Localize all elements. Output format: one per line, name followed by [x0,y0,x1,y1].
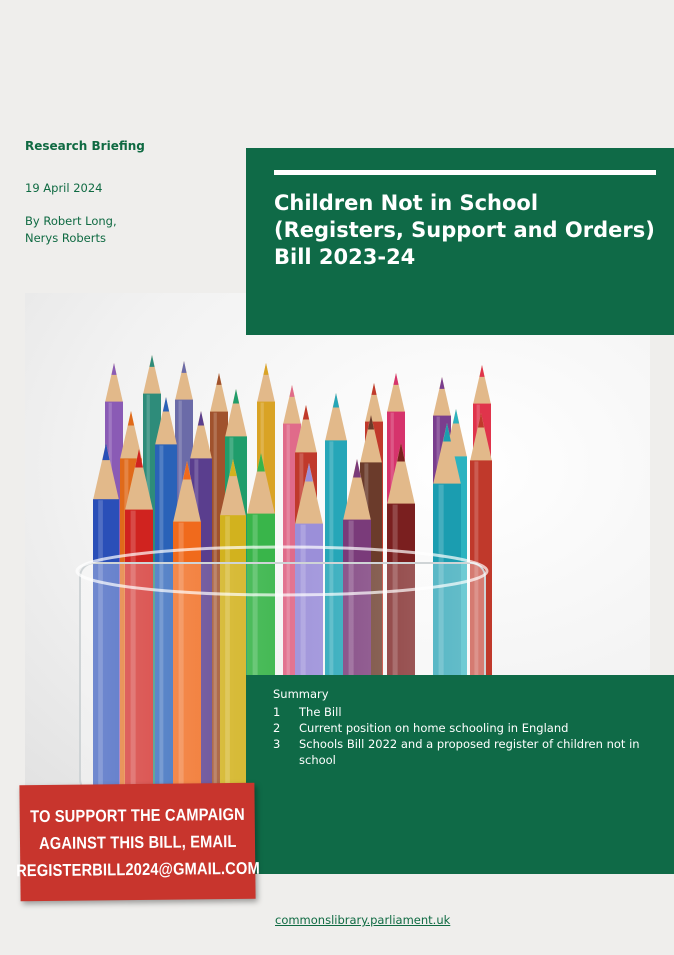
summary-item-text[interactable]: The Bill [299,705,342,719]
author-line: By Robert Long, [25,214,117,228]
summary-item-text[interactable]: Schools Bill 2022 and a proposed register of children not in school [299,737,640,767]
page-title [274,190,664,271]
summary-item-number: 2 [273,721,281,735]
summary-item-text[interactable]: Current position on home schooling in England [299,721,569,735]
author-line: Nerys Roberts [25,231,106,245]
summary-item[interactable] [273,736,643,768]
summary-item-number: 3 [273,737,281,751]
campaign-email[interactable]: REGISTERBILL2024@GMAIL.COM [15,858,260,880]
campaign-sticker [15,783,260,901]
campaign-line: AGAINST THIS BILL, EMAIL [38,831,237,853]
title-line: Bill 2023-24 [274,245,416,269]
title-panel [246,148,674,335]
summary-item[interactable] [273,704,643,720]
summary-list [273,704,643,768]
summary-item-number: 1 [273,705,281,719]
briefing-date: 19 April 2024 [25,181,103,195]
briefing-meta [25,139,235,247]
title-line: (Registers, Support and Orders) [274,218,655,242]
briefing-type: Research Briefing [25,139,145,153]
website-link[interactable]: commonslibrary.parliament.uk [275,913,451,927]
summary-panel [246,675,674,874]
summary-item[interactable] [273,720,643,736]
summary-heading: Summary [273,687,329,701]
title-rule [274,170,656,175]
authors [25,213,235,247]
campaign-line: TO SUPPORT THE CAMPAIGN [29,804,245,826]
title-line: Children Not in School [274,191,539,215]
